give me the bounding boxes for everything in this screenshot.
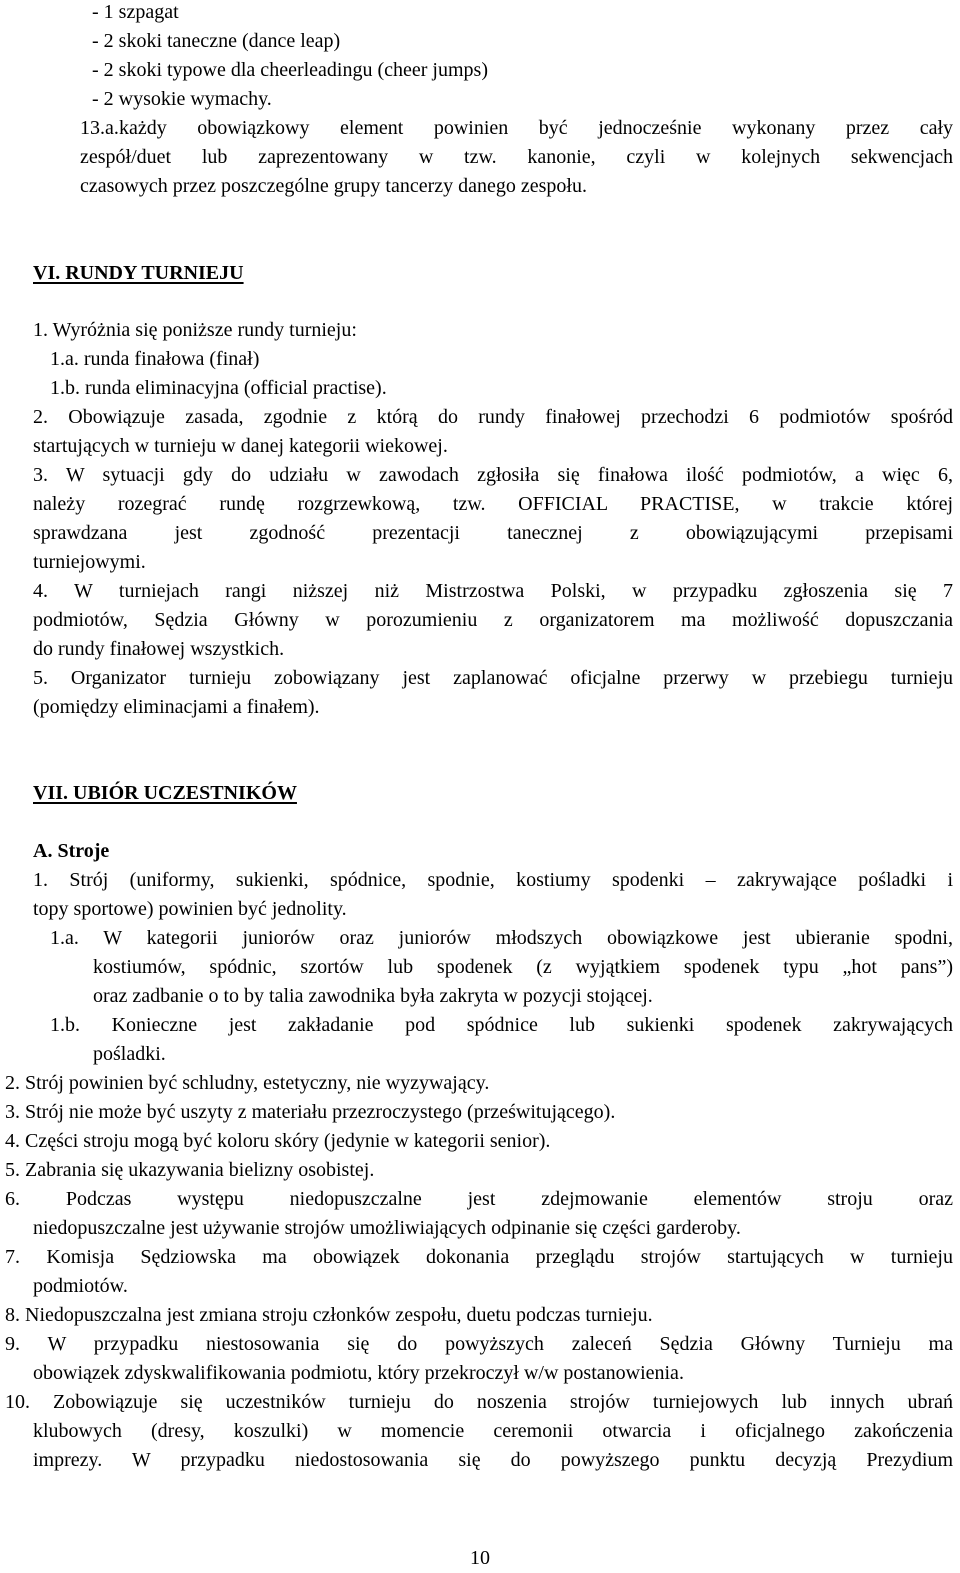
paragraph-line: należy rozegrać rundę rozgrzewkową, tzw. OFFICIAL PRACTISE, w trakcie której (33, 493, 953, 515)
paragraph-line: 7. Komisja Sędziowska ma obowiązek dokonania przeglądu strojów startujących w turnieju (5, 1246, 953, 1268)
paragraph-line: topy sportowe) powinien być jednolity. (33, 898, 347, 920)
paragraph-line: 1.b. Konieczne jest zakładanie pod spódnice lub sukienki spodenek zakrywających (50, 1014, 953, 1036)
paragraph-line: turniejowymi. (33, 551, 146, 573)
list-item: 3. Strój nie może być uszyty z materiału przezroczystego (prześwitującego). (5, 1101, 616, 1123)
paragraph-line: podmiotów. (33, 1275, 128, 1297)
paragraph-line: 3. W sytuacji gdy do udziału w zawodach zgłosiła się finałowa ilość podmiotów, a więc 6, (33, 464, 953, 486)
subsection-heading: A. Stroje (33, 840, 110, 862)
paragraph-line: 5. Organizator turnieju zobowiązany jest zaplanować oficjalne przerwy w przebiegu turnieju (33, 667, 953, 689)
page-number: 10 (470, 1547, 490, 1569)
paragraph-line: obowiązek zdyskwalifikowania podmiotu, który przekroczył w/w postanowienia. (33, 1362, 684, 1384)
section-heading: VI. RUNDY TURNIEJU (33, 262, 244, 284)
item-number: 13.a. (80, 117, 119, 139)
paragraph-line: 4. W turniejach rangi niższej niż Mistrzostwa Polski, w przypadku zgłoszenia się 7 (33, 580, 953, 602)
list-item: 4. Części stroju mogą być koloru skóry (jedynie w kategorii senior). (5, 1130, 551, 1152)
paragraph-line: 9. W przypadku niestosowania się do powyższych zaleceń Sędzia Główny Turnieju ma (5, 1333, 953, 1355)
paragraph-line: sprawdzana jest zgodność prezentacji tanecznej z obowiązującymi przepisami (33, 522, 953, 544)
list-item: 1.a. runda finałowa (finał) (50, 348, 260, 370)
paragraph-line: kostiumów, spódnic, szortów lub spodenek (z wyjątkiem spodenek typu „hot pans”) (93, 956, 953, 978)
list-item: - 1 szpagat (92, 1, 179, 23)
paragraph-line: (pomiędzy eliminacjami a finałem). (33, 696, 320, 718)
paragraph-line: do rundy finałowej wszystkich. (33, 638, 285, 660)
list-item: 2. Strój powinien być schludny, estetyczny, nie wyzywający. (5, 1072, 490, 1094)
paragraph-line: niedopuszczalne jest używanie strojów umożliwiających odpinanie się części garderoby. (33, 1217, 741, 1239)
paragraph-line: każdy obowiązkowy element powinien być jednocześnie wykonany przez cały (119, 117, 953, 139)
list-item: 8. Niedopuszczalna jest zmiana stroju członków zespołu, duetu podczas turnieju. (5, 1304, 653, 1326)
paragraph-line: zespół/duet lub zaprezentowany w tzw. kanonie, czyli w kolejnych sekwencjach (80, 146, 953, 168)
paragraph-line: 6. Podczas występu niedopuszczalne jest zdejmowanie elementów stroju oraz (5, 1188, 953, 1210)
paragraph-line: klubowych (dresy, koszulki) w momencie ceremonii otwarcia i oficjalnego zakończenia (33, 1420, 953, 1442)
paragraph-line: 1. Strój (uniformy, sukienki, spódnice, spodnie, kostiumy spodenki – zakrywające pośladki i (33, 869, 953, 891)
paragraph-line: startujących w turnieju w danej kategorii wiekowej. (33, 435, 448, 457)
paragraph-line: czasowych przez poszczególne grupy tancerzy danego zespołu. (80, 175, 587, 197)
paragraph-line: podmiotów, Sędzia Główny w porozumieniu z organizatorem ma możliwość dopuszczania (33, 609, 953, 631)
list-item: - 2 skoki typowe dla cheerleadingu (cheer jumps) (92, 59, 488, 81)
paragraph-line: 10. Zobowiązuje się uczestników turnieju do noszenia strojów turniejowych lub innych ubrań (5, 1391, 953, 1413)
paragraph-line: oraz zadbanie o to by talia zawodnika była zakryta w pozycji stojącej. (93, 985, 653, 1007)
paragraph-line: 1.a. W kategorii juniorów oraz juniorów młodszych obowiązkowe jest ubieranie spodni, (50, 927, 953, 949)
list-item: 5. Zabrania się ukazywania bielizny osobistej. (5, 1159, 375, 1181)
list-item: 1. Wyróżnia się poniższe rundy turnieju: (33, 319, 357, 341)
list-item: - 2 skoki taneczne (dance leap) (92, 30, 341, 52)
list-item: 1.b. runda eliminacyjna (official practise). (50, 377, 387, 399)
section-heading: VII. UBIÓR UCZESTNIKÓW (33, 782, 297, 804)
list-item: - 2 wysokie wymachy. (92, 88, 272, 110)
paragraph-line: 2. Obowiązuje zasada, zgodnie z którą do rundy finałowej przechodzi 6 podmiotów spośród (33, 406, 953, 428)
paragraph-line: pośladki. (93, 1043, 166, 1065)
paragraph-line: imprezy. W przypadku niedostosowania się do powyższego punktu decyzją Prezydium (33, 1449, 953, 1471)
